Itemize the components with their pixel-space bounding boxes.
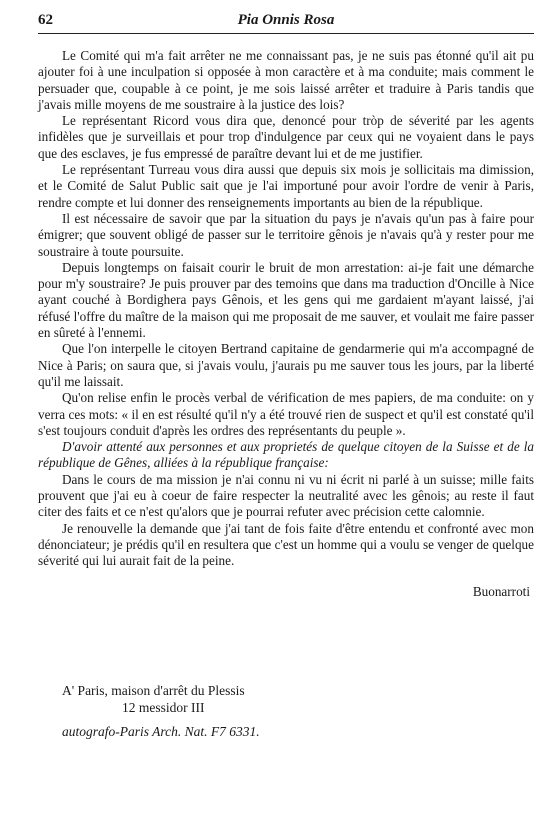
date-line: 12 messidor III [122,700,205,715]
archive-source: autografo-Paris Arch. Nat. F7 6331. [62,724,260,739]
header-rule [38,33,534,34]
signature: Buonarroti [472,583,530,599]
page-header [38,12,534,32]
paragraph: Que l'on interpelle le citoyen Bertrand capitaine de gendarmerie qui m'a accompagné de Nice à Paris; on saura que, si j'avais voulu, j'aurais pu me sauver tous les jours, par la liberté qu'il me laissait. [38,341,534,389]
body-text [38,48,534,600]
paragraph: Le représentant Turreau vous dira aussi que depuis six mois je sollicitais ma dimission, et le Comité de Salut Public sait que je l'ai importuné pour avoir l'ordre de venir à Paris, rendre compte et lui donner des renseignements importants au bien de la république. [38,162,534,210]
running-title: Pia Onnis Rosa [237,12,335,28]
paragraph: Qu'on relise enfin le procès verbal de vérification de mes papiers, de ma conduite: on y verra ces mots: « il en est résulté qu'il n'y a été trouvé rien de suspect et qu'il est constaté qu'il s'est toujours conduit d'après les ordres des représentants du peuple ». [38,390,534,438]
place-line: A' Paris, maison d'arrêt du Plessis [62,683,245,698]
paragraph: Depuis longtemps on faisait courir le bruit de mon arrestation: ai-je fait une démarche pour m'y soustraire? Je puis prouver par des temoins que dans ma traduction d'Oncille à Nice ayant couché à Bordighera pays Gênois, et les gens qui me gardaient m'ayant laissé, j'ai réfusé l'offre du maître de la maison qui me proposait de me sauver, et voulait me faire passer en sûreté à l'ennemi. [38,259,534,341]
page-number: 62 [38,12,53,28]
paragraph: Le Comité qui m'a fait arrêter ne me connaissant pas, je ne suis pas étonné qu'il ait pu ajouter foi à une inculpation si opposée à mon caractère et à ma conduite; mais comment le persuader que, coupable à ce point, je me sois laissé arrêter et traduire à Paris tandis que j'avais mille moyens de me soustraire à la justice des lois? [38,48,534,112]
paragraph: Il est nécessaire de savoir que par la situation du pays je n'avais qu'un pas à faire pour émigrer; que souvent obligé de passer sur le territoire gênois je n'avais qu'à y rester pour me soustraire à toute poursuite. [38,210,534,259]
paragraph: Dans le cours de ma mission je n'ai connu ni vu ni écrit ni parlé à un suisse; mille faits prouvent que j'ai eu à coeur de faire respecter la neutralité avec les gênois; au reste il faut citer des faits et ce n'est qu'alors que je pourrai refuter avec précision cette calomnie. [38,471,534,520]
place-date [62,682,245,716]
paragraph: Je renouvelle la demande que j'ai tant de fois faite d'être entendu et confronté avec mon dénonciateur; je prédis qu'il en resultera que c'est un homme qui a voulu se venger de quelque séverité qui lui aurait fait de la peine. [38,520,534,569]
paragraph: Le représentant Ricord vous dira que, denoncé pour tròp de séverité par les agents infidèles que je surveillais et pour trop d'indulgence par ceux qui ne voyaient dans le pays que des esclaves, je fus empressé de paraître devant lui et de me justifier. [38,113,534,161]
section-heading: D'avoir attenté aux personnes et aux proprietés de quelque citoyen de la Suisse et de la république de Gênes, alliées à la république française: [38,439,534,471]
